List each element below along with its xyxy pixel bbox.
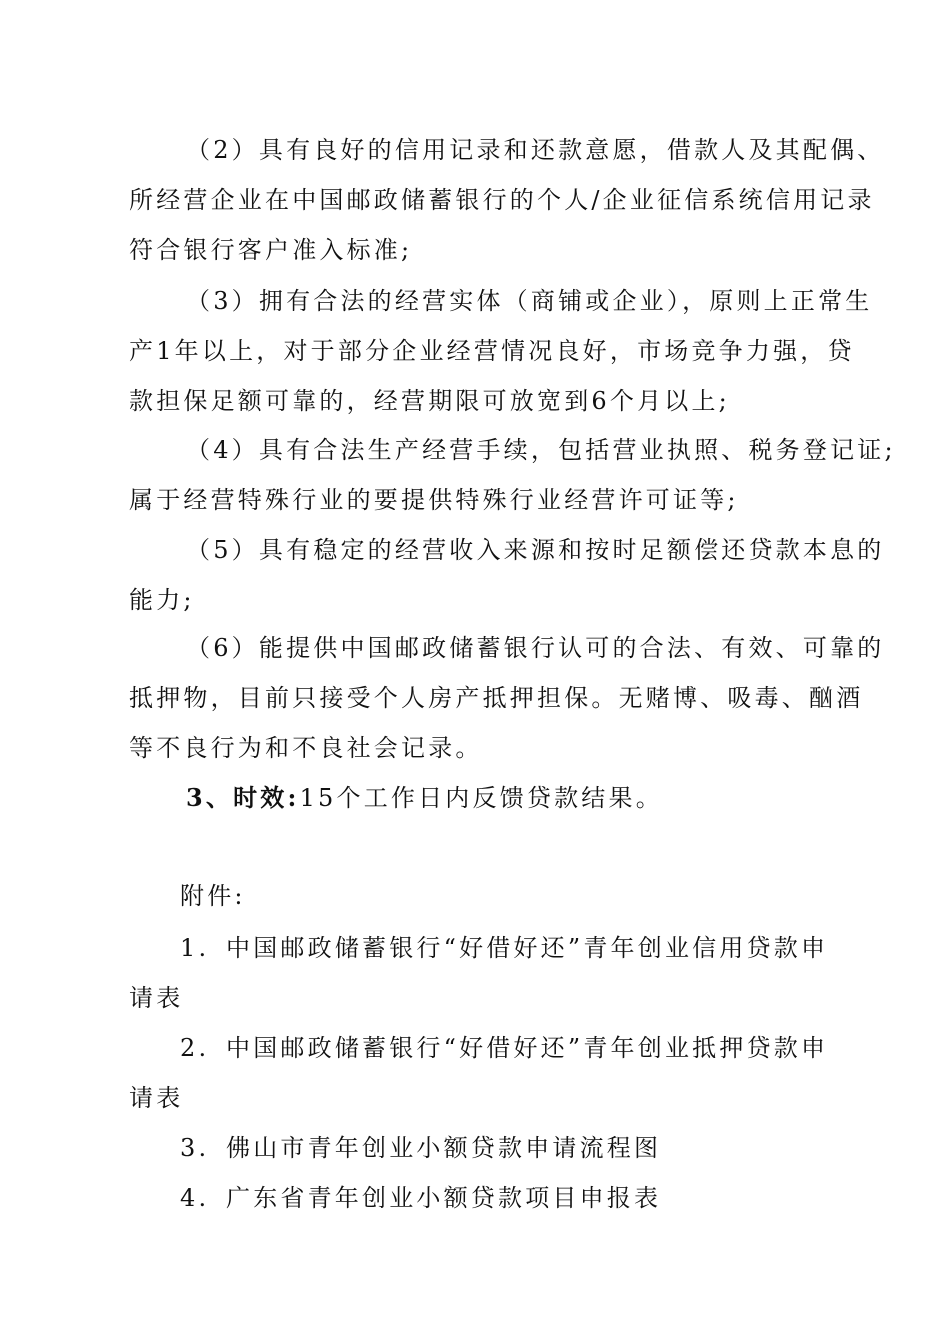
timeliness-text: 15个工作日内反馈贷款结果。 [299,784,663,812]
paragraph-line: （6）能提供中国邮政储蓄银行认可的合法、有效、可靠的 [186,634,885,662]
paragraph-line: 能力; [129,586,195,614]
paragraph-line: 所经营企业在中国邮政储蓄银行的个人/企业征信系统信用记录 [129,186,875,214]
attachment-item-1 [180,932,828,964]
paragraph-line: 等不良行为和不良社会记录。 [129,734,483,762]
paragraph-line: 款担保足额可靠的，经营期限可放宽到6个月以上; [129,387,730,415]
attachments-heading: 附件: [180,882,246,910]
attachment-number: 1. [180,934,210,962]
paragraph-line: （4）具有合法生产经营手续，包括营业执照、税务登记证; [186,436,896,464]
attachment-title: 中国邮政储蓄银行“好借好还”青年创业抵押贷款申 [226,1034,829,1062]
paragraph-line: 抵押物，目前只接受个人房产抵押担保。无赌博、吸毒、酗酒 [129,684,864,712]
timeliness-line [186,782,663,814]
attachment-title: 佛山市青年创业小额贷款申请流程图 [226,1134,662,1162]
attachment-number: 4. [180,1184,210,1212]
paragraph-line: 产1年以上，对于部分企业经营情况良好，市场竞争力强，贷 [129,337,855,365]
attachment-item-4 [180,1182,661,1214]
paragraph-line: 符合银行客户准入标准; [129,236,413,264]
paragraph-line: （3）拥有合法的经营实体（商铺或企业），原则上正常生 [186,287,873,315]
attachment-item-2 [180,1032,828,1064]
attachment-item-2-continued: 请表 [129,1084,184,1112]
attachment-title: 广东省青年创业小额贷款项目申报表 [226,1184,662,1212]
paragraph-line: （5）具有稳定的经营收入来源和按时足额偿还贷款本息的 [186,536,885,564]
attachment-number: 2. [180,1034,210,1062]
timeliness-label: 3、时效: [186,783,300,812]
attachment-title: 中国邮政储蓄银行“好借好还”青年创业信用贷款申 [226,934,829,962]
paragraph-line: （2）具有良好的信用记录和还款意愿，借款人及其配偶、 [186,136,885,164]
attachment-item-1-continued: 请表 [129,984,184,1012]
attachment-number: 3. [180,1134,210,1162]
paragraph-line: 属于经营特殊行业的要提供特殊行业经营许可证等; [129,486,739,514]
attachment-item-3 [180,1132,661,1164]
